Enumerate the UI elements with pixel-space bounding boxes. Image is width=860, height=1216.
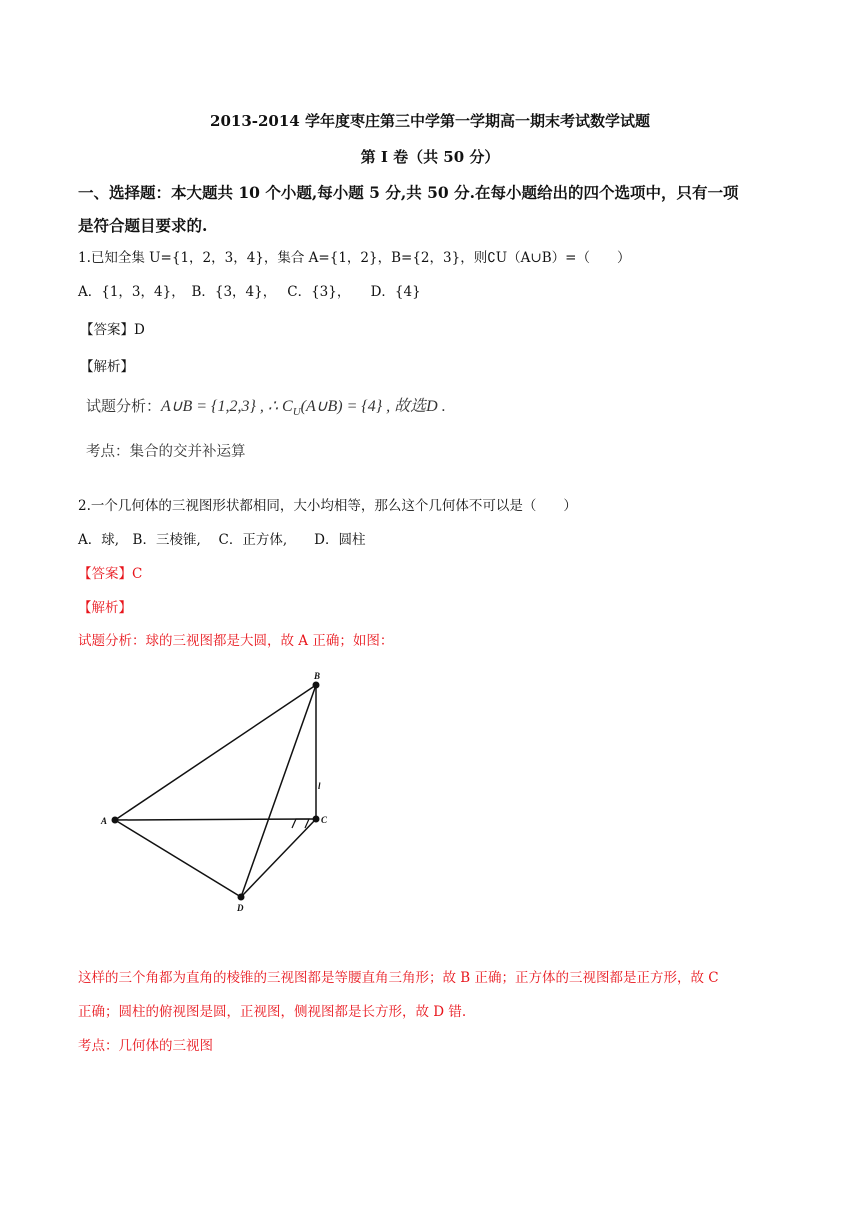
vertex-d — [238, 894, 245, 901]
q1-analysis-prefix: 试题分析： — [86, 397, 162, 415]
q1-formula-part2: (A∪B) = {4} , 故选D . — [300, 398, 446, 415]
label-a: A — [101, 816, 108, 826]
q1-answer: 【答案】D — [80, 322, 145, 338]
q1-formula-part1: A∪B = {1,2,3} , ∴ C — [161, 398, 293, 415]
label-edge: l — [318, 781, 321, 791]
q1-formula-subscript: U — [292, 406, 301, 419]
volume-heading: 第 I 卷（共 50 分） — [360, 148, 500, 166]
q1-stem: 1.已知全集 U={1，2，3，4}，集合 A={1，2}，B={2，3}，则∁U（A∪B）=（ ） — [78, 250, 631, 266]
q1-kaodian: 考点：集合的交并补运算 — [86, 444, 246, 460]
q2-options: A．球, B．三棱锥, C．正方体, D．圆柱 — [78, 532, 366, 548]
label-d: D — [237, 903, 244, 913]
edge-cd — [241, 819, 316, 897]
right-angle-mark — [292, 819, 309, 828]
q1-options: A．{1，3，4}， B．{3，4}， C．{3}， D．{4} — [78, 284, 421, 300]
label-c: C — [321, 815, 328, 825]
edge-bd — [241, 685, 316, 897]
q2-answer: 【答案】C — [78, 566, 143, 582]
q2-kaodian: 考点：几何体的三视图 — [78, 1038, 213, 1054]
q2-analysis-label: 【解析】 — [78, 600, 132, 616]
q2-analysis-line1: 试题分析：球的三视图都是大圆，故 A 正确；如图： — [78, 633, 394, 649]
label-b: B — [314, 671, 321, 681]
section-instructions-line2: 是符合题目要求的. — [78, 216, 208, 235]
edge-ac — [115, 819, 316, 820]
section-instructions-line1: 一、选择题：本大题共 10 个小题,每小题 5 分,共 50 分.在每小题给出的四个选项中，只有一项 — [78, 183, 739, 202]
q1-analysis-label: 【解析】 — [80, 359, 134, 375]
vertex-a — [112, 817, 119, 824]
edge-ad — [115, 820, 241, 897]
vertex-c — [313, 816, 320, 823]
q2-analysis-line2: 这样的三个角都为直角的棱锥的三视图都是等腰直角三角形；故 B 正确；正方体的三视图都是正方形，故 C — [78, 970, 719, 986]
page-title: 2013-2014 学年度枣庄第三中学第一学期高一期末考试数学试题 — [210, 112, 650, 130]
edge-ab — [115, 685, 316, 820]
vertex-b — [313, 682, 320, 689]
q2-analysis-line3: 正确；圆柱的俯视图是圆，正视图，侧视图都是长方形，故 D 错. — [78, 1004, 467, 1020]
q2-stem: 2.一个几何体的三视图形状都相同，大小均相等，那么这个几何体不可以是（ ） — [78, 498, 577, 514]
